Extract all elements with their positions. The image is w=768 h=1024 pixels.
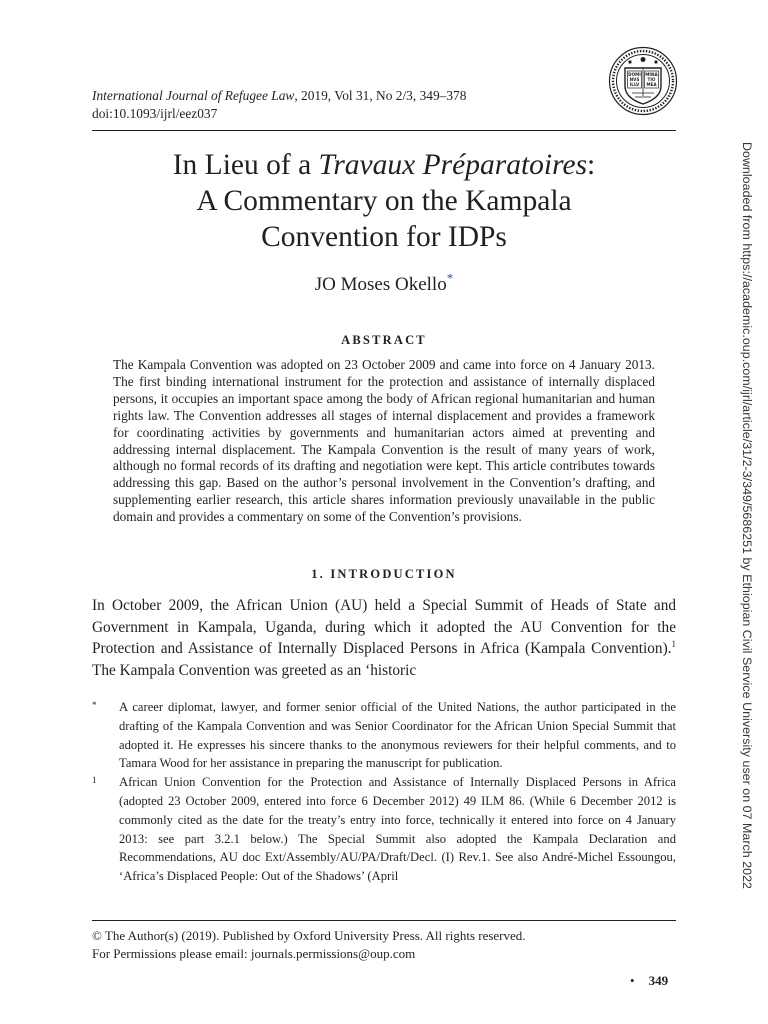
seal-text: MEA (646, 82, 657, 87)
introduction-heading: 1. INTRODUCTION (311, 567, 457, 581)
title-italic-text: Travaux Préparatoires (318, 149, 588, 181)
footnote-text: African Union Convention for the Protection and Assistance of Internally Displaced Persons in Africa (adopted 23 October 2009, entered into force 6 December 2012) 49 ILM 86. (While 6 December 2012 is commonly cited as the date for the treaty’s entry into force, technically it entered into force on 4 January 2013: see part 3.2.1 below.) The Special Summit also adopted the Kampala Declaration and Recommendations, AU doc Ext/Assembly/AU/PA/Draft/Decl. (I) Rev.1. See also André-Michel Essoungou, ‘Africa’s Displaced People: Out of the Shadows’ (April (119, 775, 676, 884)
footnote-1 (92, 773, 676, 886)
permissions-text: For Permissions please email: journals.permissions@oup.com (92, 946, 416, 961)
page-number (630, 973, 668, 989)
bullet-icon: • (630, 973, 635, 988)
title-line-1 (173, 149, 596, 181)
intro-text-continued: The Kampala Convention was greeted as an ‘historic (92, 661, 417, 679)
page-number-value: 349 (648, 973, 669, 988)
author-byline (92, 270, 676, 297)
footer-divider (92, 920, 676, 921)
download-note-text: Downloaded from https://academic.oup.com/ijrl/article/31/2-3/349/5686251 by Ethiopian Civil Service University user on 07 March 2022 (740, 142, 754, 889)
copyright-text: © The Author(s) (2019). Published by Oxford University Press. All rights reserved. (92, 928, 526, 943)
journal-citation (92, 87, 466, 123)
seal-text: TIO (647, 77, 656, 82)
footnote-author (92, 698, 676, 773)
title-colon: : (587, 149, 596, 181)
seal-text: ILLV (629, 82, 640, 87)
footnotes (92, 698, 676, 886)
footnote-mark: * (92, 700, 97, 710)
doi: doi:10.1093/ijrl/eez037 (92, 106, 218, 121)
author-name: JO Moses Okello (314, 274, 447, 295)
title-text: In Lieu of a (172, 149, 319, 181)
copyright-notice (92, 927, 526, 963)
seal-text: NVS (629, 77, 640, 82)
journal-citation-line (92, 87, 466, 105)
footnote-reference-1[interactable]: 1 (671, 638, 676, 649)
abstract-heading: ABSTRACT (341, 333, 427, 347)
seal-text: DOMI (628, 72, 641, 77)
title-line-3: Convention for IDPs (261, 221, 507, 253)
download-watermark (740, 142, 754, 889)
introduction-paragraph (92, 595, 676, 681)
university-seal-logo (608, 46, 678, 116)
header-divider (92, 130, 676, 131)
journal-name: International Journal of Refugee Law (92, 88, 295, 103)
footnote-mark: 1 (92, 775, 97, 786)
abstract-text: The Kampala Convention was adopted on 23 October 2009 and came into force on 4 January 2013. The first binding international instrument for the protection and assistance of internally displaced persons, it occupies an important space among the body of African regional humanitarian and human rights law. The Convention addresses all stages of internal displacement and provides a framework for coordinating activities by governments and humanitarian actors aimed at preventing and addressing internal displacement. The Kampala Convention is the result of many years of work, although no formal records of its drafting and negotiation were kept. This article contributes towards addressing this gap. Based on the author’s personal involvement in the Convention’s drafting, and supplementing earlier research, this article shares information previously unavailable in the public domain and provides a commentary on some of the Convention’s provisions. (113, 357, 655, 525)
title-line-2: A Commentary on the Kampala (196, 185, 572, 217)
footnote-text: A career diplomat, lawyer, and former senior official of the United Nations, the author participated in the drafting of the Kampala Convention and was Senior Coordinator for the African Union Special Summit that adopted it. He expresses his sincere thanks to the anonymous reviewers for their helpful comments, and to Tamara Wood for her assistance in preparing the manuscript for publication. (119, 700, 676, 771)
seal-text: MINA (645, 72, 658, 77)
intro-text: In October 2009, the African Union (AU) held a Special Summit of Heads of State and Government in Kampala, Uganda, during which it adopted the AU Convention for the Protection and Assistance of Internally Displaced Persons in Africa (Kampala Convention). (92, 597, 676, 657)
journal-volume-info: , 2019, Vol 31, No 2/3, 349–378 (294, 88, 467, 103)
article-title (92, 147, 676, 255)
author-footnote-link[interactable]: * (446, 270, 454, 286)
